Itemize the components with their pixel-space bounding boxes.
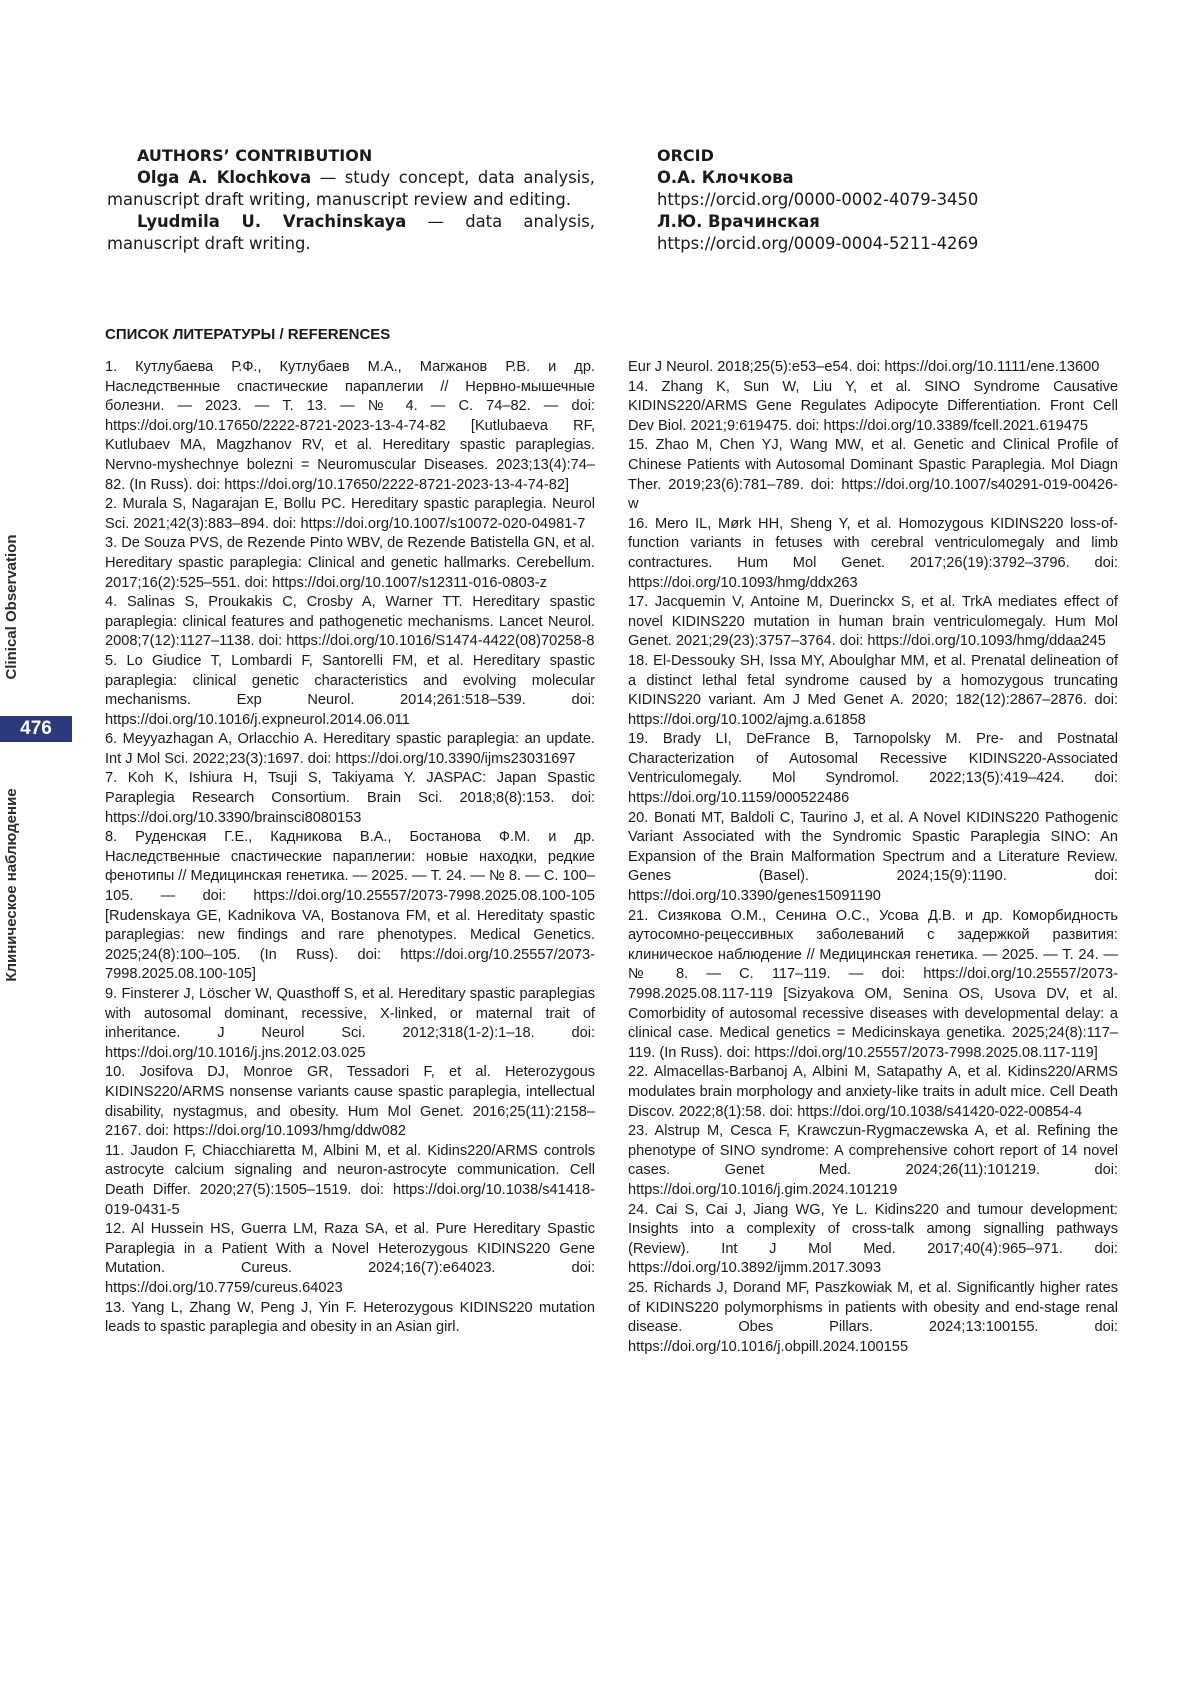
reference-item: 18. El-Dessouky SH, Issa MY, Aboulghar MM, et al. Prenatal delineation of a distinct lethal fetal syndrome caused by a homozygous truncating KIDINS220 variant. Am J Med Genet A. 2020; 182(12):2867–2876. doi: https://doi.org/10.1002/ajmg.a.61858 [628,652,1118,728]
contribution-text: — data analysis, manuscript draft writing. [107,212,595,253]
reference-item: 15. Zhao M, Chen YJ, Wang MW, et al. Genetic and Clinical Profile of Chinese Patients with Autosomal Dominant Spastic Paraplegia. Mol Diagn Ther. 2019;23(6):781–789. doi: https://doi.org/10.1007/s40291-019-00426-w [628,437,1118,513]
contribution-item [107,211,595,255]
reference-item: 25. Richards J, Dorand MF, Paszkowiak M, et al. Significantly higher rates of KIDINS220 polymorphisms in patients with obesity and end-stage renal disease. Obes Pillars. 2024;13:100155. doi: https://doi.org/10.1016/j.obpill.2024.100155 [628,1279,1118,1355]
reference-item: 7. Koh K, Ishiura H, Tsuji S, Takiyama Y. JASPAC: Japan Spastic Paraplegia Research Consortium. Brain Sci. 2018;8(8):153. doi: https://doi.org/10.3390/brainsci8080153 [105,770,595,826]
reference-item: 4. Salinas S, Proukakis C, Crosby A, Warner TT. Hereditary spastic paraplegia: clinical features and pathogenetic mechanisms. Lancet Neurol. 2008;7(12):1127–1138. doi: https://doi.org/10.1016/S1474-4422(08)70258-8 [105,594,595,650]
reference-item: 5. Lo Giudice T, Lombardi F, Santorelli FM, et al. Hereditary spastic paraplegia: clinical genetic characteristics and evolving molecular mechanisms. Exp Neurol. 2014;261:518–539. doi: https://doi.org/10.1016/j.expneurol.2014.06.011 [105,652,595,728]
contribution-item [107,167,595,211]
orcid-heading: ORCID [657,146,714,165]
reference-item: 17. Jacquemin V, Antoine M, Duerinckx S, et al. TrkA mediates effect of novel KIDINS220 mutation in human brain ventriculomegaly. Hum Mol Genet. 2021;29(23):3757–3764. doi: https://doi.org/10.1093/hmg/ddaa245 [628,594,1118,650]
orcid-block [657,145,1097,255]
references-column-right [628,358,1118,1357]
reference-item: Eur J Neurol. 2018;25(5):e53–e54. doi: https://doi.org/10.1111/ene.13600 [628,359,1100,375]
reference-item: 22. Almacellas-Barbanoj A, Albini M, Satapathy A, et al. Kidins220/ARMS modulates brain morphology and anxiety-like traits in adult mice. Cell Death Discov. 2022;8(1):58. doi: https://doi.org/10.1038/s41420-022-00854-4 [628,1064,1118,1120]
references-column-left [105,358,595,1338]
references-heading: СПИСОК ЛИТЕРАТУРЫ / REFERENCES [105,326,391,343]
authors-contribution [107,145,595,255]
reference-item: 6. Meyyazhagan A, Orlacchio A. Hereditary spastic paraplegia: an update. Int J Mol Sci. 2022;23(3):1697. doi: https://doi.org/10.3390/ijms23031697 [105,731,595,767]
section-label-en: Clinical Observation [3,534,20,680]
orcid-author-name: О.А. Клочкова [657,168,794,187]
orcid-link[interactable]: https://orcid.org/0009-0004-5211-4269 [657,234,979,253]
reference-item: 9. Finsterer J, Löscher W, Quasthoff S, et al. Hereditary spastic paraplegias with autosomal dominant, recessive, X-linked, or maternal trait of inheritance. J Neurol Sci. 2012;318(1-2):1–18. doi: https://doi.org/10.1016/j.jns.2012.03.025 [105,986,595,1061]
author-name: Olga A. Klochkova [137,168,312,187]
reference-item: 19. Brady LI, DeFrance B, Tarnopolsky M. Pre- and Postnatal Characterization of Autosomal Recessive KIDINS220-Associated Ventriculomegaly. Mol Syndromol. 2022;13(5):419–424. doi: https://doi.org/10.1159/000522486 [628,731,1118,807]
reference-item: 3. De Souza PVS, de Rezende Pinto WBV, de Rezende Batistella GN, et al. Hereditary spastic paraplegia: Clinical and genetic hallmarks. Cerebellum. 2017;16(2):525–551. doi: https://doi.org/10.1007/s12311-016-0803-z [105,535,595,591]
reference-item: 23. Alstrup M, Cesca F, Krawczun-Rygmaczewska A, et al. Refining the phenotype of SINO syndrome: A comprehensive cohort report of 14 novel cases. Genet Med. 2024;26(11):101219. doi: https://doi.org/10.1016/j.gim.2024.101219 [628,1123,1118,1198]
reference-item: 11. Jaudon F, Chiacchiaretta M, Albini M, et al. Kidins220/ARMS controls astrocyte calcium signaling and neuron-astrocyte communication. Cell Death Differ. 2020;27(5):1505–1519. doi: https://doi.org/10.1038/s41418-019-0431-5 [105,1142,595,1218]
reference-item: 16. Mero IL, Mørk HH, Sheng Y, et al. Homozygous KIDINS220 loss-of-function variants in fetuses with cerebral ventriculomegaly and limb contractures. Hum Mol Genet. 2017;26(19):3792–3796. doi: https://doi.org/10.1093/hmg/ddx263 [628,515,1118,591]
section-label-ru: Клиническое наблюдение [3,788,20,982]
reference-item: 24. Cai S, Cai J, Jiang WG, Ye L. Kidins220 and tumour development: Insights into a complexity of cross-talk among signalling pathways (Review). Int J Mol Med. 2017;40(4):965–971. doi: https://doi.org/10.3892/ijmm.2017.3093 [628,1201,1118,1277]
page-number: 476 [0,716,72,742]
reference-item: 10. Josifova DJ, Monroe GR, Tessadori F, et al. Heterozygous KIDINS220/ARMS nonsense variants cause spastic paraplegia, intellectual disability, nystagmus, and obesity. Hum Mol Genet. 2016;25(11):2158–2167. doi: https://doi.org/10.1093/hmg/ddw082 [105,1064,595,1140]
reference-item: 8. Руденская Г.Е., Кадникова В.А., Бостанова Ф.М. и др. Наследственные спастические параплегии: новые находки, редкие фенотипы // Медицинская генетика. — 2025. — Т. 24. — № 8. — С. 100–105. — doi: https://doi.org/10.25557/2073-7998.2025.08.100-105 [Rudenskaya GE, Kadnikova VA, Bostanova FM, et al. Hereditaty spastic paraplegias: new findings and rare phenotypes. Medical Genetics. 2025;24(8):100–105. (In Russ). doi: https://doi.org/10.25557/2073-7998.2025.08.100-105] [105,829,595,983]
reference-item: 12. Al Hussein HS, Guerra LM, Raza SA, et al. Pure Hereditary Spastic Paraplegia in a Patient With a Novel Heterozygous KIDINS220 Gene Mutation. Cureus. 2024;16(7):e64023. doi: https://doi.org/10.7759/cureus.64023 [105,1221,595,1296]
reference-item: 20. Bonati MT, Baldoli C, Taurino J, et al. A Novel KIDINS220 Pathogenic Variant Associated with the Syndromic Spastic Paraplegia SINO: An Expansion of the Brain Malformation Spectrum and a Literature Review. Genes (Basel). 2024;15(9):1190. doi: https://doi.org/10.3390/genes15091190 [628,809,1118,905]
reference-item: 1. Кутлубаева Р.Ф., Кутлубаев М.А., Магжанов Р.В. и др. Наследственные спастические параплегии // Нервно-мышечные болезни. — 2023. — Т. 13. — № 4. — С. 74–82. — doi: https://doi.org/10.17650/2222-8721-2023-13-4-74-82 [Kutlubaeva RF, Kutlubaev MA, Magzhanov RV, et al. Hereditary spastic paraplegias. Nervno-myshechnye bolezni = Neuromuscular Diseases. 2023;13(4):74–82. (In Russ). doi: https://doi.org/10.17650/2222-8721-2023-13-4-74-82] [105,359,595,493]
contribution-text: — study concept, data analysis, manuscript draft writing, manuscript review and editing. [107,168,595,209]
reference-item: 13. Yang L, Zhang W, Peng J, Yin F. Heterozygous KIDINS220 mutation leads to spastic paraplegia and obesity in an Asian girl. [105,1299,595,1336]
orcid-link[interactable]: https://orcid.org/0000-0002-4079-3450 [657,190,979,209]
contribution-heading: AUTHORS’ CONTRIBUTION [137,146,373,165]
reference-item: 2. Murala S, Nagarajan E, Bollu PC. Hereditary spastic paraplegia. Neurol Sci. 2021;42(3):883–894. doi: https://doi.org/10.1007/s10072-020-04981-7 [105,496,595,532]
orcid-author-name: Л.Ю. Врачинская [657,212,820,231]
author-name: Lyudmila U. Vrachinskaya [137,212,407,231]
reference-item: 21. Сизякова О.М., Сенина О.С., Усова Д.В. и др. Коморбидность аутосомно-рецессивных заболеваний с задержкой развития: клиническое наблюдение // Медицинская генетика. — 2025. — Т. 24. — № 8. — С. 117–119. — doi: https://doi.org/10.25557/2073-7998.2025.08.117-119 [Sizyakova OM, Senina OS, Usova DV, et al. Comorbidity of autosomal recessive diseases with developmental delay: a clinical case. Medical genetics = Medicinskaya genetika. 2025;24(8):117–119. (In Russ). doi: https://doi.org/10.25557/2073-7998.2025.08.117-119] [628,907,1118,1061]
reference-item: 14. Zhang K, Sun W, Liu Y, et al. SINO Syndrome Causative KIDINS220/ARMS Gene Regulates Adipocyte Differentiation. Front Cell Dev Biol. 2021;9:619475. doi: https://doi.org/10.3389/fcell.2021.619475 [628,378,1118,434]
